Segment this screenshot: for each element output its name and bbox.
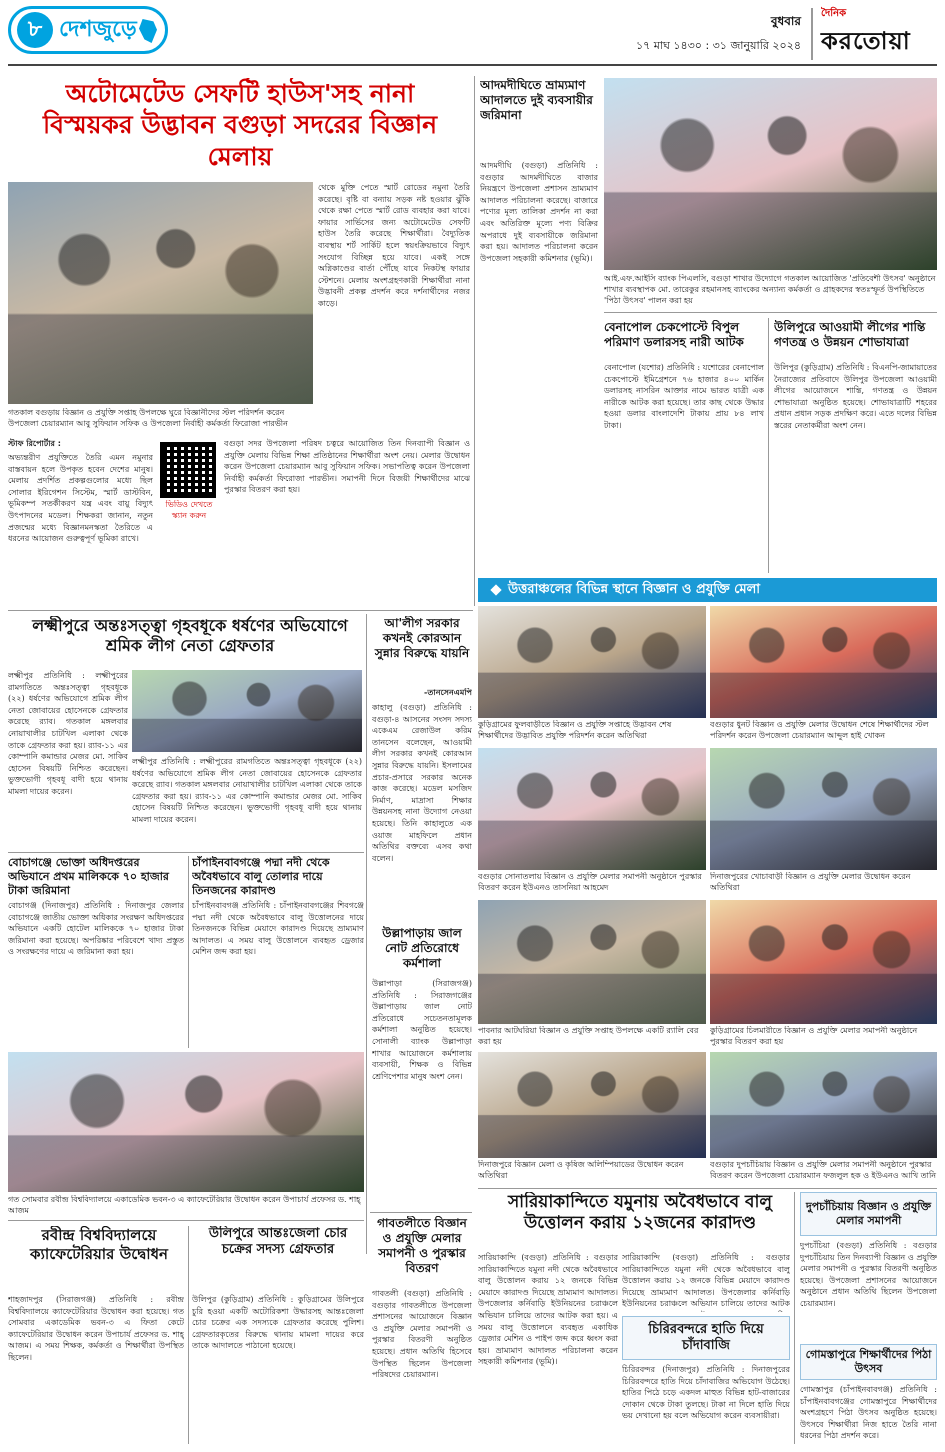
rabindra-caption: গত সোমবার রবীন্দ্র বিশ্ববিদ্যালয়ে একাডেমিক ভবন-৩ এ ক্যাফেটেরিয়ার উদ্বোধন করেন উপাচার্য প্রফেসর ড. শাহ্ আজম — [8, 1195, 361, 1215]
lead-photo — [8, 182, 313, 404]
court-headline: আদমদীঘিতে ভ্রাম্যমাণ আদালতে দুই ব্যবসায়ীর জরিমানা — [480, 78, 593, 122]
chirirbandar-title-box — [622, 1316, 790, 1360]
section-title: দেশজুড়ে — [59, 16, 137, 42]
lakshmipur-body: লক্ষ্মীপুর প্রতিনিধি : লক্ষ্মীপুরের রামগতিতে অন্তঃসত্ত্বা গৃহবধূকে (২২) ধর্ষণের অভিযোগে শ্রমিক লীগ নেতা জোবায়ের হোসেনকে গ্রেফতার করেছে র‌্যাব। গতকাল মঙ্গলবার নোয়াখালীর চাটখিল এলাকা থেকে তাকে গ্রেফতার করা হয়। র‌্যাব-১১ এর কোম্পানি কমান্ডার মেজর মো. সাকিব হোসেন বিষয়টি নিশ্চিত করেছেন। ভুক্তভোগী গৃহবধূ বাদী হয়ে থানায় মামলা দায়ের করেন। — [8, 671, 128, 796]
gomostapur-title-box — [800, 1344, 937, 1380]
alig-headline: আ'লীগ সরকার কখনই কোরআন সুন্নার বিরুদ্ধে যায়নি — [374, 616, 470, 660]
divider — [370, 1212, 472, 1213]
benapole-headline: বেনাপোল চেকপোস্টে বিপুল পরিমাণ ডলারসহ নারী আটক — [604, 320, 744, 349]
fair-caption-8: বগুড়ার দুপচাঁচিয়ায় বিজ্ঞান ও প্রযুক্তি মেলার সমাপনী অনুষ্ঠানে পুরস্কার বিতরণ করেন উপজেলা চেয়ারম্যান ফজলুল হক ও ইউএনও আখি তানি — [710, 1160, 937, 1180]
dupchanchia-title-box — [800, 1192, 937, 1236]
fair-caption-2: বগুড়ার ধুনট বিজ্ঞান ও প্রযুক্তি মেলার উদ্বোধন শেষে শিক্ষার্থীদের স্টল পরিদর্শন করেন উপজেলা চেয়ারম্যান আব্দুল হাই খোকন — [710, 720, 929, 740]
divider — [188, 856, 189, 1048]
sariakandi-headline: সারিয়াকান্দিতে যমুনায় অবৈধভাবে বালু উত্তোলন করায় ১২জনের কারাদণ্ড — [507, 1192, 773, 1234]
newspaper-logo — [813, 8, 933, 60]
chirirbandar-body: চিরিরবন্দর (দিনাজপুর) প্রতিনিধি : দিনাজপুরের চিরিরবন্দরে হাতি দিয়ে চাঁদাবাজির অভিযোগ উঠেছে। হাতির পিঠে চড়ে একদল মাহুত বিভিন্ন হাট-বাজারের দোকান থেকে টাকা তুলছে। টাকা না দিলে হাতি দিয়ে ভয় দেখানো হয় বলে অভিযোগ করেন ব্যবসায়ীরা। — [622, 1365, 790, 1421]
alig-sub: -তানসেনএমপি — [424, 688, 472, 697]
fair-caption-6: কুড়িগ্রামের চিলমারীতে বিজ্ঞান ও প্রযুক্তি মেলার সমাপনী অনুষ্ঠানে পুরস্কার বিতরণ করা হয় — [710, 1026, 918, 1046]
qr-code[interactable] — [160, 442, 216, 498]
masthead — [603, 8, 933, 60]
page-number: ৮ — [17, 12, 53, 48]
divider — [604, 312, 937, 313]
boraghat-body: বোচাগঞ্জ (দিনাজপুর) প্রতিনিধি : দিনাজপুর জেলার বোচাগঞ্জে জাতীয় ভোক্তা অধিকার সংরক্ষণ অধিদপ্তরের অভিযানে একটি হোটেল মালিককে ৭০ হাজার টাকা জরিমানা করা হয়েছে। অপরিষ্কার পরিবেশে খাদ্য প্রস্তুত ও সংরক্ষণের দায়ে এ জরিমানা করা হয়। — [8, 901, 184, 957]
rabindra-body: শাহজাদপুর (সিরাজগঞ্জ) প্রতিনিধি : রবীন্দ্র বিশ্ববিদ্যালয়ে ক্যাফেটেরিয়ার উদ্বোধন করা হয়েছে। গত সোমবার একাডেমিক ভবন-৩ এ ফিতা কেটে ক্যাফেটেরিয়ার উদ্বোধন করেন উপাচার্য প্রফেসর ড. শাহ্ আজম। এ সময় শিক্ষক, কর্মকর্তা ও শিক্ষার্থীরা উপস্থিত ছিলেন। — [8, 1295, 184, 1362]
date-label: ১৭ মাঘ ১৪৩০ : ৩১ জানুয়ারি ২০২৪ — [636, 38, 801, 52]
divider — [8, 610, 473, 611]
divider — [478, 1188, 937, 1189]
lakshmipur-headline: লক্ষ্মীপুরে অন্তঃসত্ত্বা গৃহবধূকে ধর্ষণের অভিযোগে শ্রমিক লীগ নেতা গ্রেফতার — [32, 616, 348, 655]
fair-caption-7: দিনাজপুরে বিজ্ঞান মেলা ও কৃষিজ অলিম্পিয়াডের উদ্বোধন করেন অতিথিরা — [478, 1160, 684, 1180]
day-label: বুধবার — [770, 13, 801, 28]
dupchanchia-headline: দুপচাঁচিয়ায় বিজ্ঞান ও প্রযুক্তি মেলার সমাপনী — [805, 1200, 932, 1227]
gomostapur-body: গোমস্তাপুর (চাঁপাইনবাবগঞ্জ) প্রতিনিধি : চাঁপাইনবাবগঞ্জের গোমস্তাপুরে শিক্ষার্থীদের অংশগ্রহণে পিঠা উৎসব অনুষ্ঠিত হয়েছে। উৎসবে শিক্ষার্থীরা নিজ হাতে তৈরি নানা ধরনের পিঠা প্রদর্শন করে। — [800, 1385, 937, 1441]
header-rule — [8, 64, 937, 66]
divider — [474, 76, 475, 606]
sariakandi-body: সারিয়াকান্দি (বগুড়া) প্রতিনিধি : বগুড়ার সারিয়াকান্দিতে যমুনা নদী থেকে অবৈধভাবে বালু উত্তোলন করায় ১২ জনকে বিভিন্ন মেয়াদে কারাদণ্ড দিয়েছে ভ্রাম্যমাণ আদালত। উপজেলার কর্নিবাড়ি ইউনিয়নের চরাঞ্চলে অভিযান চালিয়ে তাদের আটক করা হয়। এ সময় বালু উত্তোলনে ব্যবহৃত একাধিক ড্রেজার মেশিন ও পাইপ জব্দ করে ধ্বংস করা হয়। ভ্রাম্যমাণ আদালত পরিচালনা করেন সহকারী কমিশনার (ভূমি)। — [478, 1253, 618, 1367]
fair-photo-7 — [478, 1052, 706, 1158]
section-badge — [8, 6, 168, 54]
gomostapur-headline: গোমস্তাপুরে শিক্ষার্থীদের পিঠা উৎসব — [805, 1348, 932, 1375]
ullapara-headline: উল্লাপাড়ায় জাল নোট প্রতিরোধে কর্মশালা — [382, 926, 462, 970]
divider — [366, 614, 367, 1254]
boraghat-headline: বোচাগঞ্জে ভোক্তা অধিদপ্তরের অভিযানে প্রথম মালিককে ৭০ হাজার টাকা জরিমানা — [8, 856, 169, 897]
fair-photo-6 — [710, 900, 937, 1024]
ulipur-rally-headline: উলিপুরে আওয়ামী লীগের শান্তি গণতন্ত্র ও উন্নয়ন শোভাযাত্রা — [774, 320, 926, 349]
rabindra-photo — [8, 1052, 364, 1192]
fair-caption-5: পাবনার আটঘরিয়া বিজ্ঞান ও প্রযুক্তি সপ্তাহ উপলক্ষে একটি র‌্যালি বের করা হয় — [478, 1026, 699, 1046]
benapole-body: বেনাপোল (যশোর) প্রতিনিধি : যশোরের বেনাপোল চেকপোস্টে ইমিগ্রেশনে ৭৬ হাজার ৪০০ মার্কিন ডলারসহ নাসরিন আক্তার নামে ভারত যাত্রী এক নারীকে আটক করা হয়েছে। তার কাছ থেকে উদ্ধার হওয়া ডলার বাংলাদেশি টাকায় প্রায় ৮৪ লাখ টাকা। — [604, 363, 764, 430]
bangladesh-map-icon — [139, 19, 157, 43]
fair-photo-4 — [710, 748, 937, 870]
divider — [768, 318, 769, 573]
lead-column-3: বগুড়া সদর উপজেলা পরিষদ চত্বরে আয়োজিত তিন দিনব্যাপী বিজ্ঞান ও প্রযুক্তি মেলায় বিভিন্ন শিক্ষা প্রতিষ্ঠানের শিক্ষার্থীরা অংশ নেয়। মেলার উদ্বোধন করেন উপজেলা চেয়ারম্যান আবু সুফিয়ান সফিক। সভাপতিত্ব করেন উপজেলা নির্বাহী কর্মকর্তা ফিরোজা পারভীন। সমাপনী দিনে বিজয়ী শিক্ষার্থীদের মাঝে পুরস্কার বিতরণ করা হয়। — [224, 439, 470, 495]
ullapara-body: উল্লাপাড়া (সিরাজগঞ্জ) প্রতিনিধি : সিরাজগঞ্জের উল্লাপাড়ায় জাল নোট প্রতিরোধে সচেতনতামূলক কর্মশালা অনুষ্ঠিত হয়েছে। সোনালী ব্যাংক উল্লাপাড়া শাখার আয়োজনে কর্মশালায় ব্যবসায়ী, শিক্ষক ও বিভিন্ন শ্রেণিপেশার মানুষ অংশ নেন। — [372, 979, 472, 1081]
lead-headline: অটোমেটেড সেফটি হাউস'সহ নানা বিস্ময়কর উদ্ভাবন বগুড়া সদরের বিজ্ঞান মেলায় — [42, 79, 437, 171]
logo-prefix: দৈনিক — [821, 7, 847, 19]
fair-photo-2 — [710, 606, 937, 718]
logo-title: করতোয়া — [821, 25, 911, 55]
gabtali-headline: গাবতলীতে বিজ্ঞান ও প্রযুক্তি মেলার সমাপনী ও পুরস্কার বিতরণ — [377, 1216, 467, 1275]
padma-headline: চাঁপাইনবাবগঞ্জে পদ্মা নদী থেকে অবৈধভাবে বালু তোলার দায়ে তিনজনের কারাদণ্ড — [192, 856, 330, 897]
gabtali-body: গাবতলী (বগুড়া) প্রতিনিধি : বগুড়ার গাবতলীতে উপজেলা প্রশাসনের আয়োজনে বিজ্ঞান ও প্রযুক্তি মেলার সমাপনী ও পুরস্কার বিতরণী অনুষ্ঠিত হয়েছে। প্রধান অতিথি হিসেবে উপস্থিত ছিলেন উপজেলা পরিষদের চেয়ারম্যান। — [372, 1289, 472, 1380]
fair-photo-1 — [478, 606, 706, 718]
fair-photo-3 — [478, 748, 706, 870]
lead-column-1: থেকে মুক্তি পেতে স্মার্ট রোডের নমুনা তৈরি করেছে। বৃষ্টি বা বন্যায় সড়ক নষ্ট হওয়ার ঝুঁকি থেকে রক্ষা পেতে স্মার্ট রোড ব্যবহার করা যাবে। ফায়ার সার্ভিসের জন্য অটোমেটেড সেফটি হাউস তৈরি করেছে শিক্ষার্থীরা। বৈদ্যুতিক ব্যবস্থায় শর্ট সার্কিট হলে স্বয়ংক্রিয়ভাবে বিদ্যুৎ সংযোগ বিচ্ছিন্ন হয়ে যাবে। একই সঙ্গে অগ্নিকাণ্ডের বার্তা পৌঁছে যাবে নিকটস্থ ফায়ার স্টেশনে। মেলায় অংশগ্রহণকারী শিক্ষার্থীরা নানা উদ্ভাবনী প্রকল্প প্রদর্শন করে দর্শনার্থীদের নজর কাড়ে। — [318, 183, 470, 308]
lead-column-2: অভ্যন্তরীণ প্রযুক্তিতে তৈরি এমন নমুনার বাস্তবায়ন হলে উপকৃত হবেন দেশের মানুষ। মেলায় প্রদর্শিত প্রকল্পগুলোর মধ্যে ছিল সোলার ইরিগেশন সিস্টেম, স্মার্ট ডাস্টবিন, ভূমিকম্প সতর্কীকরণ যন্ত্র এবং বায়ু বিদ্যুৎ উৎপাদনের মডেল। শিক্ষকরা জানান, নতুন প্রজন্মের মধ্যে বিজ্ঞানমনস্কতা তৈরিতে এ ধরনের আয়োজন গুরুত্বপূর্ণ ভূমিকা রাখে। — [8, 453, 153, 544]
lakshmipur-photo — [132, 670, 362, 752]
court-body: আদমদীঘি (বগুড়া) প্রতিনিধি : বগুড়ার আদমদীঘিতে বাজার নিয়ন্ত্রণে উপজেলা প্রশাসন ভ্রাম্যমাণ আদালত পরিচালনা করেছে। বাজারে পণ্যের মূল্য তালিকা প্রদর্শন না করা এবং অতিরিক্ত মূল্যে পণ্য বিক্রির অপরাধে দুই ব্যবসায়ীকে জরিমানা করা হয়। আদালত পরিচালনা করেন উপজেলা সহকারী কমিশনার (ভূমি)। — [480, 161, 598, 263]
dateline — [636, 8, 813, 60]
divider — [188, 1226, 189, 1444]
north-fair-banner: উত্তরাঞ্চলের বিভিন্ন স্থানে বিজ্ঞান ও প্রযুক্তি মেলা — [478, 578, 937, 602]
divider — [8, 852, 364, 853]
pitha-caption: আই.এফ.আইসি ব্যাংক পিএলসি, বগুড়া শাখার উদ্যোগে গতকাল আয়োজিত 'প্রতিবেশী উৎসব' অনুষ্ঠানে শাখার ব্যবস্থাপক মো. তারেকুর রহমানসহ ব্যাংকের অন্যান্য কর্মকর্তা ও গ্রাহকদের স্বতঃস্ফূর্ত উপস্থিতিতে 'পিঠা উৎসব' পালন করা হয় — [604, 274, 936, 305]
ulipur-thief-body: উলিপুর (কুড়িগ্রাম) প্রতিনিধি : কুড়িগ্রামের উলিপুরে চুরি হওয়া একটি অটোরিকশা উদ্ধারসহ আন্তঃজেলা চোর চক্রের এক সদস্যকে গ্রেফতার করেছে পুলিশ। গ্রেফতারকৃতের বিরুদ্ধে থানায় মামলা দায়ের করে তাকে আদালতে পাঠানো হয়েছে। — [192, 1295, 364, 1351]
lakshmipur-body-cont: লক্ষ্মীপুর প্রতিনিধি : লক্ষ্মীপুরের রামগতিতে অন্তঃসত্ত্বা গৃহবধূকে (২২) ধর্ষণের অভিযোগে শ্রমিক লীগ নেতা জোবায়ের হোসেনকে গ্রেফতার করেছে র‌্যাব। গতকাল মঙ্গলবার নোয়াখালীর চাটখিল এলাকা থেকে তাকে গ্রেফতার করা হয়। র‌্যাব-১১ এর কোম্পানি কমান্ডার মেজর মো. সাকিব হোসেন বিষয়টি নিশ্চিত করেছেন। ভুক্তভোগী গৃহবধূ বাদী হয়ে থানায় মামলা দায়ের করেন। — [132, 757, 362, 824]
fair-photo-5 — [478, 900, 706, 1024]
alig-body: কাহালু (বগুড়া) প্রতিনিধি : বগুড়া-৪ আসনের সংসদ সদস্য একেএম রেজাউল করিম তানসেন বলেছেন, আওয়ামী লীগ সরকার কখনই কোরআন সুন্নার বিরুদ্ধে যায়নি। ইসলামের প্রচার-প্রসারে সরকার অনেক কাজ করেছে। মডেল মসজিদ নির্মাণ, মাদ্রাসা শিক্ষার উন্নয়নসহ নানা উদ্যোগ নেওয়া হয়েছে। তিনি কাহালুতে এক ওয়াজ মাহফিলে প্রধান অতিথির বক্তব্যে এসব কথা বলেন। — [372, 703, 472, 863]
fair-caption-4: দিনাজপুরের খোচাবাড়ী বিজ্ঞান ও প্রযুক্তি মেলার উদ্বোধন করেন অতিথিরা — [710, 872, 911, 892]
divider — [794, 1192, 795, 1444]
fair-caption-3: বগুড়ার সোনাতলায় বিজ্ঞান ও প্রযুক্তি মেলার সমাপনী অনুষ্ঠানে পুরস্কার বিতরণ করেন ইউএনও তাসনিয়া আহমেদ — [478, 872, 702, 892]
sariakandi-body-cont: সারিয়াকান্দি (বগুড়া) প্রতিনিধি : বগুড়ার সারিয়াকান্দিতে যমুনা নদী থেকে অবৈধভাবে বালু উত্তোলন করায় ১২ জনকে বিভিন্ন মেয়াদে কারাদণ্ড দিয়েছে ভ্রাম্যমাণ আদালত। উপজেলার কর্নিবাড়ি ইউনিয়নের চরাঞ্চলে অভিযান চালিয়ে তাদের আটক — [622, 1253, 790, 1309]
fair-caption-1: কুড়িগ্রামের ফুলবাড়ীতে বিজ্ঞান ও প্রযুক্তি সপ্তাহে উদ্ভাবন শেষ শিক্ষার্থীদের উদ্ভাবিত প্রযুক্তি পরিদর্শন করেন অতিথিরা — [478, 720, 672, 740]
rabindra-headline: রবীন্দ্র বিশ্ববিদ্যালয়ে ক্যাফেটেরিয়ার উদ্বোধন — [30, 1226, 168, 1263]
chirirbandar-headline: চিরিরবন্দরে হাতি দিয়ে চাঁদাবাজি — [648, 1321, 764, 1353]
ulipur-rally-body: উলিপুর (কুড়িগ্রাম) প্রতিনিধি : বিএনপি-জামায়াতের নৈরাজ্যের প্রতিবাদে উলিপুর উপজেলা আওয়ামী লীগের আয়োজনে শান্তি, গণতন্ত্র ও উন্নয়ন শোভাযাত্রা অনুষ্ঠিত হয়েছে। শোভাযাত্রাটি শহরের প্রধান প্রধান সড়ক প্রদক্ষিণ করে। এতে দলের বিভিন্ন স্তরের নেতাকর্মীরা অংশ নেন। — [774, 363, 937, 430]
dupchanchia-body: দুপচাঁচিয়া (বগুড়া) প্রতিনিধি : বগুড়ার দুপচাঁচিয়ায় তিন দিনব্যাপী বিজ্ঞান ও প্রযুক্তি মেলার সমাপনী ও পুরস্কার বিতরণী অনুষ্ঠিত হয়েছে। উপজেলা প্রশাসনের আয়োজনে অনুষ্ঠানে প্রধান অতিথি ছিলেন উপজেলা চেয়ারম্যান। — [800, 1241, 937, 1308]
divider — [8, 1220, 364, 1221]
fair-photo-8 — [710, 1052, 937, 1158]
qr-note: ভিডিও দেখতে স্ক্যান করুন — [165, 500, 213, 520]
padma-body: চাঁপাইনবাবগঞ্জ প্রতিনিধি : চাঁপাইনবাবগঞ্জের শিবগঞ্জে পদ্মা নদী থেকে অবৈধভাবে বালু উত্তোলনের দায়ে তিনজনকে বিভিন্ন মেয়াদে কারাদণ্ড দিয়েছে ভ্রাম্যমাণ আদালত। এ সময় বালু উত্তোলনে ব্যবহৃত ড্রেজার মেশিন জব্দ করা হয়। — [192, 901, 364, 957]
lead-photo-caption: গতকাল বগুড়ায় বিজ্ঞান ও প্রযুক্তি সপ্তাহ উপলক্ষে ঘুরে বিজ্ঞানীদের স্টল পরিদর্শন করেন উপজেলা চেয়ারম্যান আবু সুফিয়ান সফিক ও উপজেলা নির্বাহী কর্মকর্তা ফিরোজা পারভীন — [8, 408, 288, 428]
ulipur-thief-headline: উলিপুরে আন্তঃজেলা চোর চক্রের সদস্য গ্রেফতার — [208, 1226, 348, 1258]
pitha-photo — [604, 78, 937, 270]
lead-byline-text: স্টাফ রিপোর্টার : — [8, 439, 61, 448]
